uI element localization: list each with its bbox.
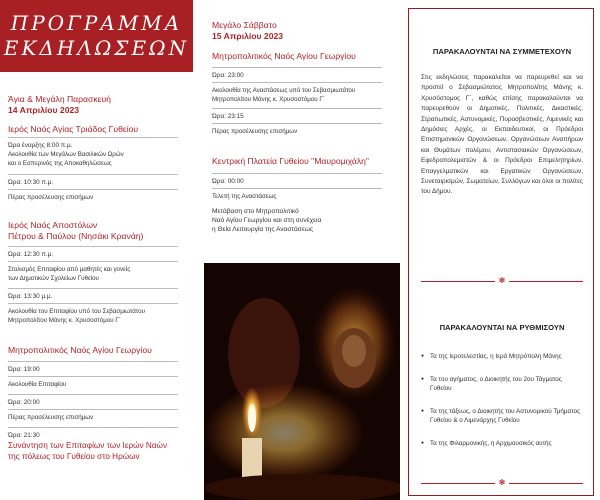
event-desc: η Θεία Λειτουργία της Αναστάσεως [212, 226, 314, 233]
event-desc: Στολισμός Επιταφίου από μαθητές και γονείς [8, 266, 131, 273]
event-time: Ώρα: 20:00 [8, 399, 40, 406]
program-title-box [0, 0, 193, 72]
event-desc: Μητροπολίτου Μάνης κ. Χρυσοστόμου Γ΄ [212, 96, 325, 103]
event-desc: Ακολουθία των Μεγάλων Βασιλικών Ωρών [8, 151, 124, 158]
divider [212, 173, 382, 174]
event-desc: και ο Εσπερινός της Αποκαθηλώσεως [8, 160, 112, 167]
event-time: Ώρα: 12:30 π.μ. [8, 251, 54, 258]
church-apostles [8, 220, 193, 325]
event-desc: Ακολουθία του Επιταφίου υπό του Σεβασμιωτάτου [8, 308, 145, 315]
list-item: ● Τα της Ιεροτελεστίας, η Ιερά Μητρόπολη Μάνης [421, 352, 583, 361]
event-time: Ώρα έναρξης 8:00 π.μ. [8, 142, 73, 149]
divider [8, 376, 178, 377]
church-agia-triada [8, 124, 193, 202]
event-time: Ώρα: 23:15 [212, 113, 244, 120]
divider [212, 188, 382, 189]
day-title: Άγια & Μεγάλη Παρασκευή [8, 94, 111, 104]
divider [8, 189, 178, 190]
divider [212, 82, 382, 83]
event-highlight: της πόλεως του Γυθείου στο Ηρώων [8, 452, 140, 461]
ornament-icon: ❃ [498, 276, 506, 285]
divider [8, 303, 178, 304]
event-time: Ώρα: 10:30 π.μ. [8, 179, 54, 186]
arrange-list [421, 352, 583, 462]
divider [8, 409, 178, 410]
event-desc: Πέρας προσέλευσης επισήμων [8, 194, 94, 201]
event-desc: Πέρας προσέλευσης επισήμων [8, 414, 94, 421]
event-desc: Μητροπολίτου Μάνης κ. Χρυσοστόμου Γ΄ [8, 317, 121, 324]
info-panel [408, 8, 594, 496]
list-item: ● Τα του αγήματος, ο Διοικητής του 2ου Τάγματος Γυθείου [421, 375, 583, 393]
divider [212, 67, 382, 68]
divider [8, 137, 178, 138]
square-title: Κεντρική Πλατεία Γυθείου "Μαυρομιχάλη" [212, 156, 369, 166]
title-line-1: ΠΡΟΓΡΑΜΜΑ [10, 11, 183, 35]
divider [8, 394, 178, 395]
divider [8, 174, 178, 175]
event-desc: Ακολουθία της Αναστάσεως υπό του Σεβασμιωτάτου [212, 87, 356, 94]
church-title: Ιερός Ναός Αγίας Τριάδος Γυθείου [8, 124, 139, 134]
divider [8, 427, 178, 428]
list-item: ● Τα της Φιλαρμονικής, η Αρχιμουσικός αυτής [421, 439, 583, 448]
divider [8, 288, 178, 289]
event-desc: Πέρας προσέλευσης επισήμων [212, 128, 298, 135]
church-agios-georgios [8, 345, 193, 462]
participate-title: ΠΑΡΑΚΑΛΟΥΝΤΑΙ ΝΑ ΣΥΜΜΕΤΕΧΟΥΝ [432, 47, 572, 56]
church-title: Ιερός Ναός Αποστόλων [8, 220, 98, 230]
event-time: Ώρα: 21:30 [8, 432, 40, 439]
event-desc: των Δημοτικών Σχολείων Γυθείου [8, 275, 99, 282]
day-title: Μεγάλο Σάββατο [212, 20, 277, 30]
saturday-heading [212, 20, 397, 42]
event-desc: Μετάβαση στο Μητροπολιτικό [212, 208, 299, 215]
list-item: ● Τα της τάξεως, ο Διοικητής του Αστυνομικού Τμήματος Γυθείου & ο Λιμενάρχης Γυθείου [421, 407, 583, 425]
event-time: Ώρα: 23:00 [212, 72, 244, 79]
column-friday [0, 0, 193, 500]
church-title: Μητροπολιτικός Ναός Αγίου Γεωργίου [8, 345, 152, 355]
event-desc: Τελετή της Αναστάσεως [212, 193, 277, 200]
ornament-icon: ❃ [498, 478, 506, 487]
church-title: Μητροπολιτικός Ναός Αγίου Γεωργίου [212, 51, 356, 61]
title-line-2: ΕΚΔΗΛΩΣΕΩΝ [3, 36, 190, 60]
divider [212, 123, 382, 124]
event-highlight: Συνάντηση των Επιταφίων των Ιερών Ναών [8, 441, 168, 450]
event-desc: Ναό Αγίου Γεωργίου και στη συνέχεια [212, 217, 322, 224]
participate-paragraph: Στις εκδηλώσεις παρακαλείται να παρευρεθεί και να προστεί ο Σεβασμιώτατος Μητροπολίτης Μάνης κ. Χρυσόστομος Γ΄, καθώς επίσης παρακαλούνται να παρευρεθούν οι Δημοτικές, Πολιτικές, Δικαστικές, Στρατιωτικές, Αστυνομικές, Πυροσβεστικές, Λιμενικές και Δημόσιες Αρχές, οι Εκπαιδευτικοί, οι Πρόεδροι Επιστημονικών Οργανώσεων, Οργανώσεων Αναπήρων και Θυμάτων πολέμου, Αντιστασιακών Οργανώσεων, Εφεδροπολεμιστών & οι Πρόεδροι Επιμελητηρίων, Επαγγελματικών και Εργατικών Οργανώσεων, Συνεταιρισμών, Σωματείων, Συλλόγων και όλοι οι πολίτες του Δήμου. [421, 74, 583, 196]
arrange-title: ΠΑΡΑΚΑΛΟΥΝΤΑΙ ΝΑ ΡΥΘΜΙΣΟΥΝ [439, 323, 565, 332]
candle-icon-photo [204, 263, 400, 500]
event-time: Ώρα: 19:00 [8, 366, 40, 373]
central-square [212, 156, 397, 234]
event-time: Ώρα: 00:00 [212, 178, 244, 185]
friday-heading [8, 94, 193, 116]
day-date: 15 Απριλίου 2023 [212, 31, 284, 41]
church-title: Πέτρου & Παύλου (Νησάκι Κρανάη) [8, 231, 144, 241]
candle-illustration [204, 263, 400, 500]
divider [8, 361, 178, 362]
ornament-divider [421, 479, 583, 487]
event-desc: Ακολουθία Επιταφίου [8, 381, 67, 388]
divider [8, 261, 178, 262]
divider [212, 108, 382, 109]
event-time: Ώρα: 13:30 μ.μ. [8, 293, 53, 300]
church-metropolitan [212, 51, 397, 136]
ornament-divider [421, 277, 583, 285]
day-date: 14 Απριλίου 2023 [8, 105, 80, 115]
divider [8, 246, 178, 247]
